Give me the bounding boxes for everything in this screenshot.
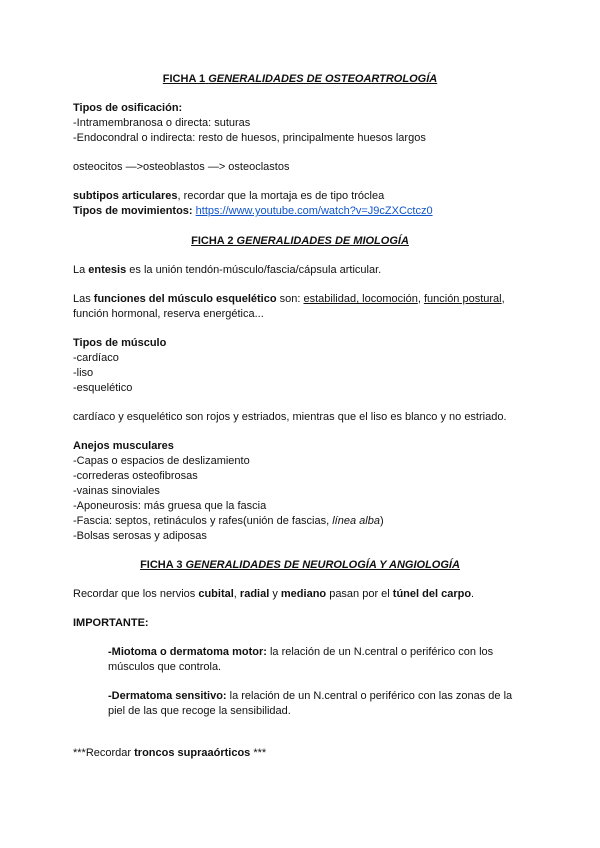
- ficha3-title: FICHA 3 GENERALIDADES DE NEUROLOGÍA Y ANGIOLOGÍA: [140, 559, 460, 571]
- anejos-item: -Aponeurosis: más gruesa que la fascia: [73, 500, 267, 512]
- movimientos-line: Tipos de movimientos: https://www.youtube.com/watch?v=J9cZXCctcz0: [73, 205, 433, 217]
- funciones-line-2: función hormonal, reserva energética...: [73, 308, 264, 320]
- tipos-item: -cardíaco: [73, 352, 119, 364]
- osificacion-item: -Intramembranosa o directa: suturas: [73, 117, 251, 129]
- anejos-item: -Bolsas serosas y adiposas: [73, 530, 207, 542]
- anejos-item: -Capas o espacios de deslizamiento: [73, 455, 250, 467]
- tipos-item: -liso: [73, 367, 94, 379]
- miotoma-line: -Miotoma o dermatoma motor: la relación de un N.central o periférico con los: [108, 646, 494, 658]
- nervios-line: Recordar que los nervios cubital, radial y mediano pasan por el túnel del carpo.: [73, 588, 475, 600]
- anejos-item-fascia: -Fascia: septos, retináculos y rafes(unión de fascias, línea alba): [73, 515, 384, 527]
- anejos-item: -vainas sinoviales: [73, 485, 160, 497]
- tipos-heading: Tipos de músculo: [73, 337, 167, 349]
- ficha1-title: FICHA 1 GENERALIDADES DE OSTEOARTROLOGÍA: [162, 73, 438, 85]
- anejos-heading: Anejos musculares: [73, 440, 174, 452]
- cells-sequence: osteocitos —>osteoblastos —> osteoclastos: [73, 161, 290, 173]
- importante-heading: IMPORTANTE:: [73, 617, 149, 629]
- sensitivo-line: -Dermatoma sensitivo: la relación de un N.central o periférico con las zonas de la: [108, 690, 513, 702]
- entesis-line: La entesis es la unión tendón-músculo/fascia/cápsula articular.: [73, 264, 382, 276]
- anejos-item: -correderas osteofibrosas: [73, 470, 198, 482]
- sensitivo-line-2: piel de las que recoge la sensibilidad.: [108, 705, 291, 717]
- osificacion-item: -Endocondral o indirecta: resto de huesos, principalmente huesos largos: [73, 132, 426, 144]
- colores-line: cardíaco y esquelético son rojos y estriados, mientras que el liso es blanco y no estriado.: [73, 411, 507, 423]
- subtipos-line: subtipos articulares, recordar que la mortaja es de tipo tróclea: [73, 190, 385, 202]
- recordar-line: ***Recordar troncos supraaórticos ***: [73, 747, 267, 759]
- miotoma-line-2: músculos que controla.: [108, 661, 222, 673]
- youtube-link[interactable]: https://www.youtube.com/watch?v=J9cZXCctcz0: [195, 205, 433, 217]
- ficha2-title: FICHA 2 GENERALIDADES DE MIOLOGÍA: [191, 235, 409, 247]
- tipos-item: -esquelético: [73, 382, 133, 394]
- osificacion-heading: Tipos de osificación:: [73, 102, 183, 114]
- funciones-line: Las funciones del músculo esquelético son: estabilidad, locomoción, función postural,: [73, 293, 505, 305]
